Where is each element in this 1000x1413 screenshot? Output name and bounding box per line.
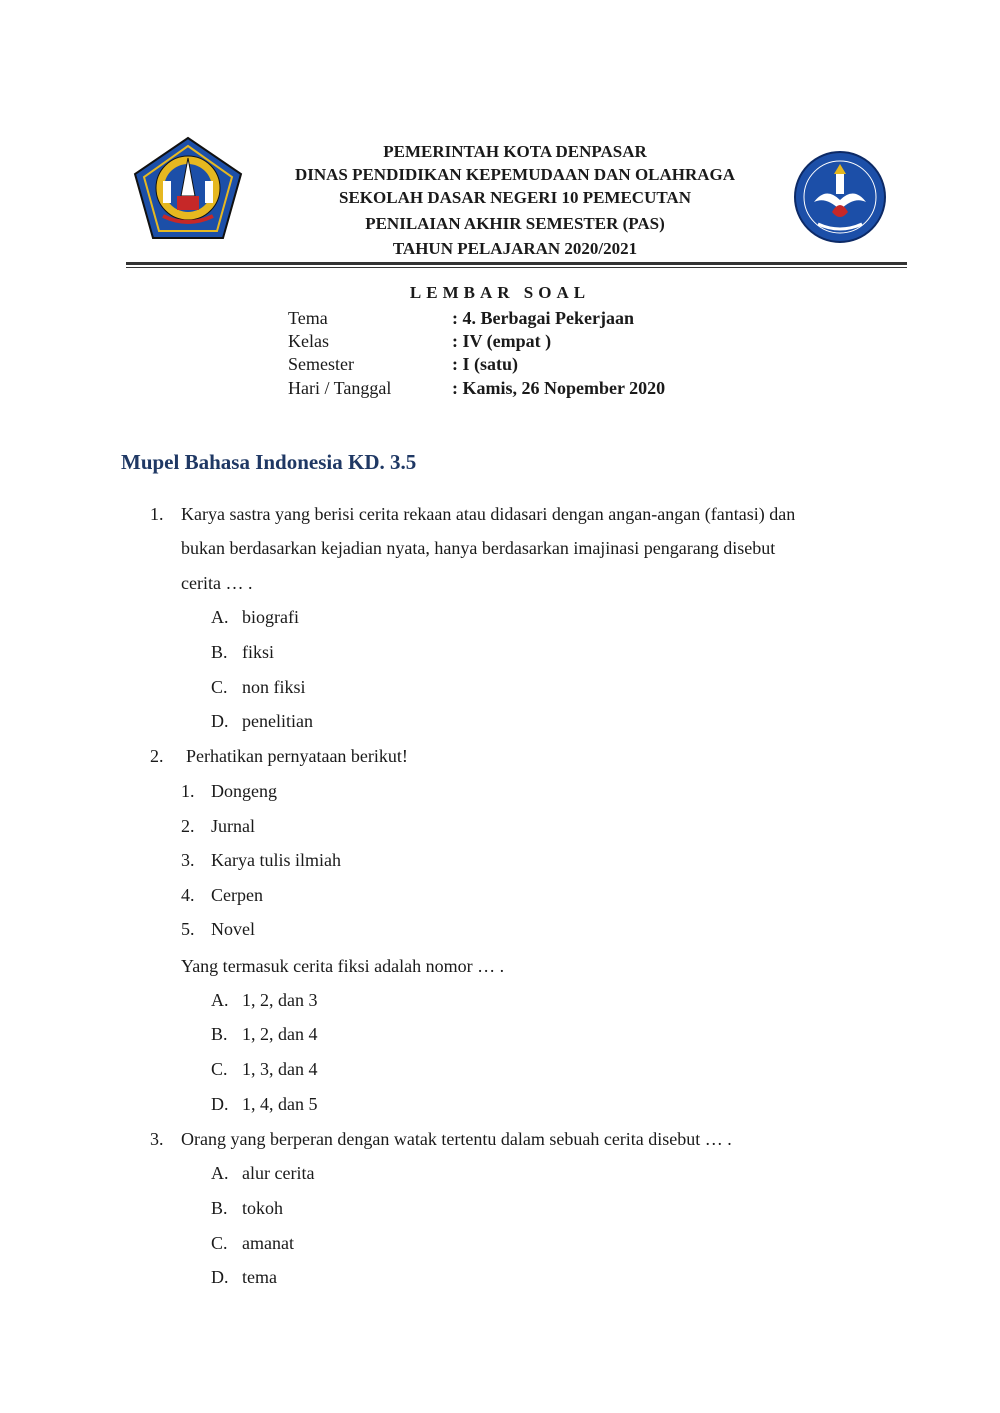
question-3-line-1: Orang yang berperan dengan watak tertentu dalam sebuah cerita disebut … . bbox=[181, 1129, 732, 1149]
question-1-option-letter: C. bbox=[211, 677, 228, 697]
denpasar-emblem-icon bbox=[133, 136, 243, 240]
header-line-4: PENILAIAN AKHIR SEMESTER (PAS) bbox=[365, 214, 665, 233]
question-1-line-2: bukan berdasarkan kejadian nyata, hanya berdasarkan imajinasi pengarang disebut bbox=[181, 538, 776, 558]
question-3-option-letter: A. bbox=[211, 1163, 229, 1183]
header-line-3: SEKOLAH DASAR NEGERI 10 PEMECUTAN bbox=[338, 188, 691, 207]
question-1-line-1: Karya sastra yang berisi cerita rekaan atau didasari dengan angan-angan (fantasi) dan bbox=[181, 504, 796, 524]
meta-label-tema: Tema bbox=[288, 308, 328, 328]
meta-value-tanggal: : Kamis, 26 Nopember 2020 bbox=[452, 378, 666, 398]
question-2-option-text[interactable]: 1, 2, dan 4 bbox=[242, 1024, 318, 1044]
question-1-option-letter: D. bbox=[211, 711, 229, 731]
question-3-option-text[interactable]: amanat bbox=[242, 1233, 294, 1253]
question-2-option-letter: D. bbox=[211, 1094, 229, 1114]
meta-value-kelas: : IV (empat ) bbox=[452, 331, 552, 351]
question-2-option-letter: C. bbox=[211, 1059, 228, 1079]
question-2-item-number: 2. bbox=[181, 816, 195, 836]
question-2-item-number: 1. bbox=[181, 781, 195, 801]
question-2-option-text[interactable]: 1, 4, dan 5 bbox=[242, 1094, 318, 1114]
question-2-line-1: Perhatikan pernyataan berikut! bbox=[186, 746, 408, 766]
question-2-prompt: Yang termasuk cerita fiksi adalah nomor … . bbox=[181, 956, 505, 976]
question-3-option-text[interactable]: alur cerita bbox=[242, 1163, 315, 1183]
question-1-option-letter: A. bbox=[211, 607, 229, 627]
question-3-option-text[interactable]: tema bbox=[242, 1267, 277, 1287]
question-1-option-text[interactable]: fiksi bbox=[242, 642, 275, 662]
question-2-option-text[interactable]: 1, 2, dan 3 bbox=[242, 990, 318, 1010]
meta-label-tanggal: Hari / Tanggal bbox=[288, 378, 392, 398]
question-2-item-text: Dongeng bbox=[211, 781, 277, 801]
tut-wuri-handayani-icon bbox=[792, 150, 888, 244]
header-line-2: DINAS PENDIDIKAN KEPEMUDAAN DAN OLAHRAGA bbox=[294, 165, 736, 184]
question-2-item-text: Cerpen bbox=[211, 885, 263, 905]
question-3-option-letter: C. bbox=[211, 1233, 228, 1253]
header-rule-thin bbox=[126, 267, 907, 268]
question-2-number: 2. bbox=[150, 746, 164, 766]
meta-value-semester: : I (satu) bbox=[452, 354, 518, 374]
question-2-item-text: Jurnal bbox=[211, 816, 255, 836]
question-3-number: 3. bbox=[150, 1129, 164, 1149]
header-line-5: TAHUN PELAJARAN 2020/2021 bbox=[392, 239, 638, 258]
meta-label-semester: Semester bbox=[288, 354, 354, 374]
question-2-item-number: 5. bbox=[181, 919, 195, 939]
question-2-option-letter: A. bbox=[211, 990, 229, 1010]
sheet-title: LEMBAR SOAL bbox=[409, 283, 591, 302]
question-1-line-3: cerita … . bbox=[181, 573, 253, 593]
question-1-option-text[interactable]: biografi bbox=[242, 607, 299, 627]
header-rule-thick bbox=[126, 262, 907, 265]
question-2-item-number: 4. bbox=[181, 885, 195, 905]
question-1-option-text[interactable]: penelitian bbox=[242, 711, 313, 731]
question-2-option-text[interactable]: 1, 3, dan 4 bbox=[242, 1059, 318, 1079]
question-3-option-letter: B. bbox=[211, 1198, 228, 1218]
meta-label-kelas: Kelas bbox=[288, 331, 329, 351]
question-2-item-text: Karya tulis ilmiah bbox=[211, 850, 341, 870]
question-3-option-text[interactable]: tokoh bbox=[242, 1198, 284, 1218]
question-1-option-letter: B. bbox=[211, 642, 228, 662]
meta-value-tema: : 4. Berbagai Pekerjaan bbox=[452, 308, 634, 328]
question-2-item-number: 3. bbox=[181, 850, 195, 870]
question-1-number: 1. bbox=[150, 504, 164, 524]
question-3-option-letter: D. bbox=[211, 1267, 229, 1287]
question-2-item-text: Novel bbox=[211, 919, 255, 939]
subject-heading: Mupel Bahasa Indonesia KD. 3.5 bbox=[121, 450, 417, 474]
question-2-option-letter: B. bbox=[211, 1024, 228, 1044]
header-line-1: PEMERINTAH KOTA DENPASAR bbox=[383, 142, 647, 161]
question-1-option-text[interactable]: non fiksi bbox=[242, 677, 306, 697]
